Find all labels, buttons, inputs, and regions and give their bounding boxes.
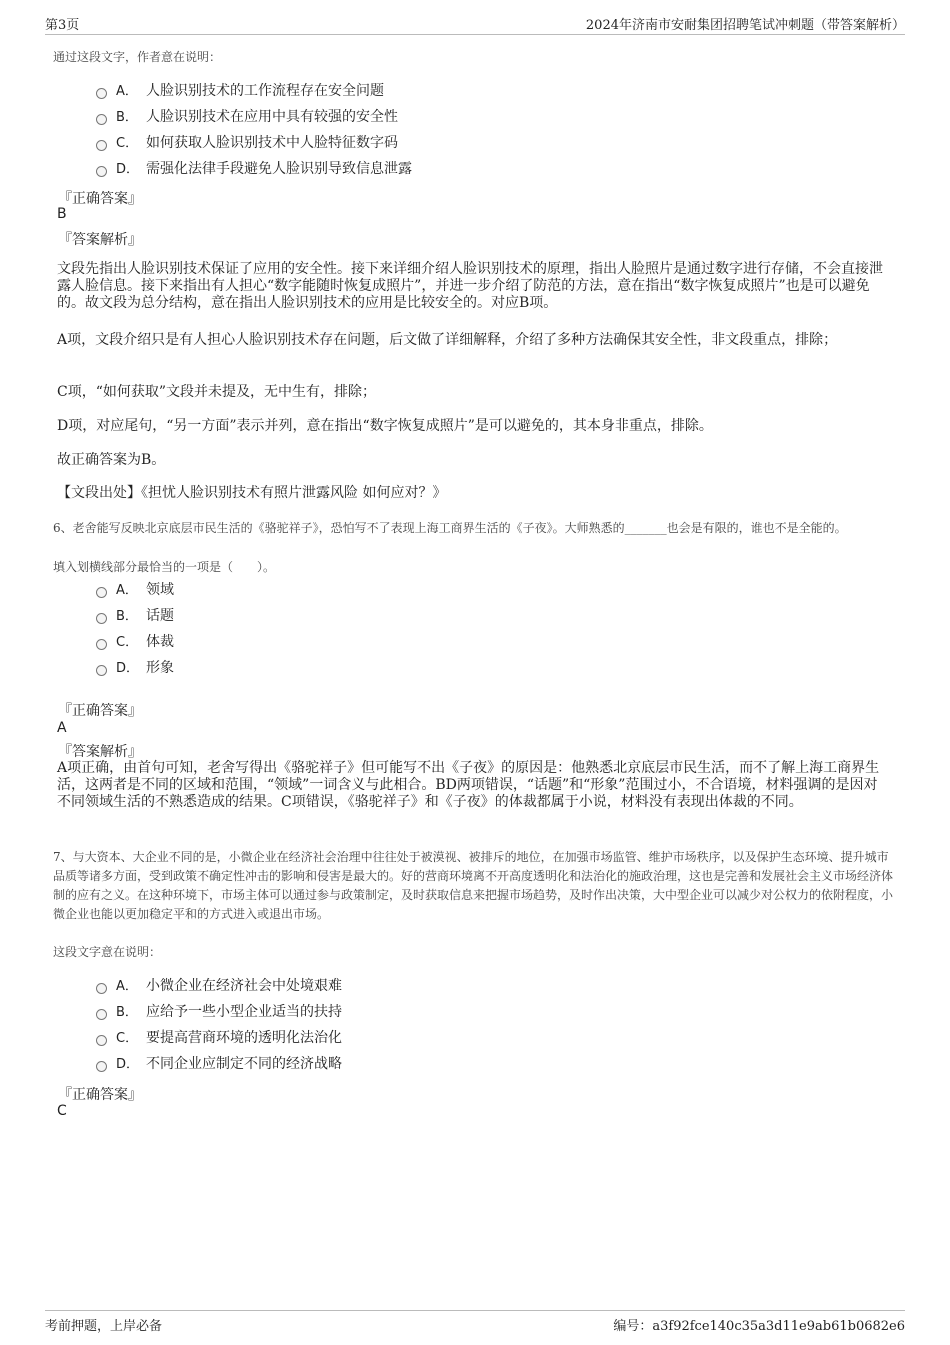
q7-option-a[interactable]: A． 小微企业在经济社会中处境艰难 bbox=[96, 975, 342, 997]
radio-icon[interactable] bbox=[96, 88, 107, 99]
q5-answer: B bbox=[57, 206, 67, 222]
q6-stem: 6、老舍能写反映北京底层市民生活的《骆驼祥子》，恐怕写不了表现上海工商界生活的《子夜》。大师熟悉的_______也会是有限的，谁也不是全能的。 bbox=[53, 521, 847, 535]
q6-analysis-label: 『答案解析』 bbox=[58, 744, 142, 760]
q5-analysis-paragraph: 故正确答案为B。 bbox=[57, 452, 166, 468]
q5-option-b[interactable]: B． 人脸识别技术在应用中具有较强的安全性 bbox=[96, 106, 398, 128]
page-header bbox=[45, 14, 905, 35]
q5-option-c[interactable]: C． 如何获取人脸识别技术中人脸特征数字码 bbox=[96, 132, 398, 154]
radio-icon[interactable] bbox=[96, 166, 107, 177]
radio-icon[interactable] bbox=[96, 587, 107, 598]
radio-icon[interactable] bbox=[96, 1061, 107, 1072]
q6-option-c[interactable]: C． 体裁 bbox=[96, 631, 174, 653]
q6-option-a[interactable]: A． 领域 bbox=[96, 579, 174, 601]
q5-prompt: 通过这段文字，作者意在说明： bbox=[53, 50, 222, 64]
q6-prompt: 填入划横线部分最恰当的一项是（ ）。 bbox=[53, 560, 276, 574]
radio-icon[interactable] bbox=[96, 140, 107, 151]
q6-answer-label: 『正确答案』 bbox=[58, 703, 142, 719]
q6-option-b[interactable]: B． 话题 bbox=[96, 605, 174, 627]
footer-serial: 编号：a3f92fce140c35a3d11e9ab61b0682e6 bbox=[613, 1319, 905, 1334]
q5-analysis-paragraph: A项，文段介绍只是有人担心人脸识别技术存在问题，后文做了详细解释，介绍了多种方法确保其安全性，非文段重点，排除； bbox=[57, 332, 838, 348]
q5-option-a[interactable]: A． 人脸识别技术的工作流程存在安全问题 bbox=[96, 80, 384, 102]
radio-icon[interactable] bbox=[96, 1035, 107, 1046]
footer-slogan: 考前押题，上岸必备 bbox=[45, 1319, 163, 1334]
page-footer bbox=[45, 1310, 905, 1334]
q5-answer-label: 『正确答案』 bbox=[58, 191, 142, 207]
q7-answer: C bbox=[57, 1103, 67, 1119]
page-number: 第3页 bbox=[45, 18, 80, 33]
q5-analysis-paragraph: 文段先指出人脸识别技术保证了应用的安全性。接下来详细介绍人脸识别技术的原理，指出人脸照片是通过数字进行存储，不会直接泄露人脸信息。接下来指出有人担心“数字能随时恢复成照片”，并进一步介绍了防范的方法，意在指出“数字恢复成照片”也是可以避免的。故文段为总分结构，意在指出人脸识别技术的应用是比较安全的。对应B项。 bbox=[57, 261, 883, 311]
q5-analysis-label: 『答案解析』 bbox=[58, 232, 142, 248]
radio-icon[interactable] bbox=[96, 114, 107, 125]
q7-option-b[interactable]: B． 应给予一些小型企业适当的扶持 bbox=[96, 1001, 342, 1023]
document-title: 2024年济南市安耐集团招聘笔试冲刺题（带答案解析） bbox=[585, 18, 905, 33]
q7-option-c[interactable]: C． 要提高营商环境的透明化法治化 bbox=[96, 1027, 342, 1049]
q5-analysis-paragraph: C项，“如何获取”文段并未提及，无中生有，排除； bbox=[57, 384, 377, 400]
q7-option-d[interactable]: D． 不同企业应制定不同的经济战略 bbox=[96, 1053, 342, 1075]
radio-icon[interactable] bbox=[96, 1009, 107, 1020]
radio-icon[interactable] bbox=[96, 613, 107, 624]
q7-stem: 7、与大资本、大企业不同的是，小微企业在经济社会治理中往往处于被漠视、被排斥的地位，在加强市场监管、维护市场秩序，以及保护生态环境、提升城市品质等诸多方面，受到政策不确定性冲击的影响和侵害是最大的。好的营商环境离不开高度透明化和法治化的施政治理，这也是完善和发展社会主义市场经济体制的应有之义。在这种环境下，市场主体可以通过参与政策制定，及时获取信息来把握市场趋势，及时作出决策，大中型企业可以减少对公权力的依附程度，小微企业也能以更加稳定平和的方式进入或退出市场。 bbox=[53, 850, 894, 921]
q7-answer-label: 『正确答案』 bbox=[58, 1087, 142, 1103]
q7-prompt: 这段文字意在说明： bbox=[53, 945, 162, 959]
q5-option-d[interactable]: D． 需强化法律手段避免人脸识别导致信息泄露 bbox=[96, 158, 412, 180]
radio-icon[interactable] bbox=[96, 983, 107, 994]
q5-source: 【文段出处】《担忧人脸识别技术有照片泄露风险 如何应对？》 bbox=[57, 485, 447, 501]
q6-option-d[interactable]: D． 形象 bbox=[96, 657, 174, 679]
radio-icon[interactable] bbox=[96, 665, 107, 676]
radio-icon[interactable] bbox=[96, 639, 107, 650]
q6-analysis: A项正确，由首句可知，老舍写得出《骆驼祥子》但可能写不出《子夜》的原因是：他熟悉北京底层市民生活，而不了解上海工商界生活，这两者是不同的区域和范围，“领域”一词含义与此相合。BD两项错误，“话题”和“形象”范围过小，不合语境，材料强调的是因对不同领域生活的不熟悉造成的结果。C项错误，《骆驼祥子》和《子夜》的体裁都属于小说，材料没有表现出体裁的不同。 bbox=[57, 760, 880, 810]
q5-analysis-paragraph: D项，对应尾句，“另一方面”表示并列，意在指出“数字恢复成照片”是可以避免的，其本身非重点，排除。 bbox=[57, 418, 713, 434]
q6-answer: A bbox=[57, 720, 67, 736]
